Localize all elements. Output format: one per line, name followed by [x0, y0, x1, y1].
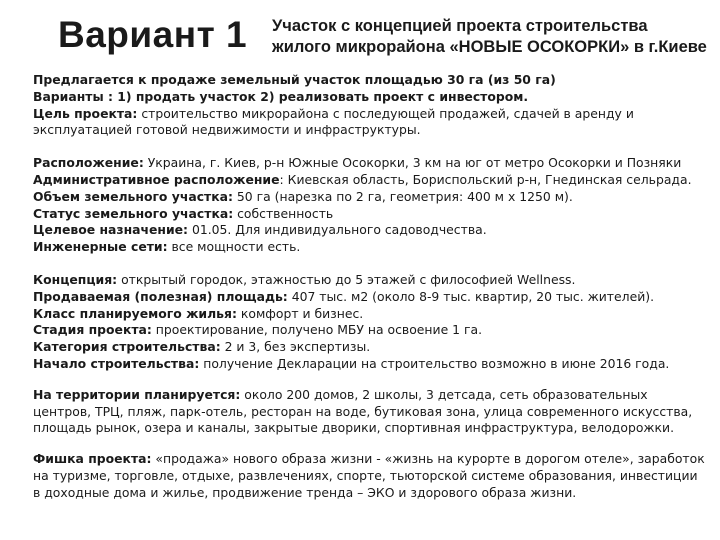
position-label: Расположение:	[33, 155, 144, 171]
status-label: Статус земельного участка:	[33, 205, 234, 221]
intro-section	[33, 72, 705, 139]
concept-label: Концепция:	[33, 271, 118, 287]
stage-value: проектирование, получено МБУ на освоение 1 га.	[151, 322, 483, 338]
purpose-line	[33, 222, 705, 239]
admin-label: Административное расположение	[33, 171, 280, 187]
goal-paragraph	[33, 106, 705, 140]
feature-value: «продажа» нового образа жизни - «жизнь на курорте в дорогом отеле», заработок на туризме, торговле, отдыхе, развлечениях, спорте, тьюторской системе образования, инвестиции в доходные дома и жилье, продвижение тренда – ЭКО и здорового образа жизни.	[33, 451, 705, 500]
category-label: Категория строительства:	[33, 339, 221, 355]
spacer	[33, 373, 705, 387]
category-line	[33, 339, 705, 356]
concept-section	[33, 272, 705, 373]
utilities-label: Инженерные сети:	[33, 239, 168, 255]
start-line	[33, 356, 705, 373]
status-line	[33, 206, 705, 223]
utilities-line	[33, 239, 705, 256]
goal-value: строительство микрорайона с последующей продажей, сдачей в аренду и эксплуатацией готовой недвижимости и инфраструктуры.	[33, 105, 634, 138]
position-line	[33, 155, 705, 172]
concept-value: открытый городок, этажностью до 5 этажей с философией Wellness.	[117, 271, 576, 287]
feature-section	[33, 451, 705, 501]
goal-label: Цель проекта:	[33, 105, 138, 121]
sale-area-value: 407 тыс. м2 (около 8-9 тыс. квартир, 20 тыс. жителей).	[287, 288, 655, 304]
offer-text: Предлагается к продаже земельный участок площадью 30 га (из 50 га)	[33, 72, 556, 87]
page-title	[272, 16, 712, 58]
territory-section	[33, 387, 705, 437]
stage-line	[33, 322, 705, 339]
area-value: 50 га (нарезка по 2 га, геометрия: 400 м х 1250 м).	[232, 188, 573, 204]
spacer	[33, 437, 705, 451]
territory-label: На территории планируется:	[33, 386, 241, 402]
territory-value: около 200 домов, 2 школы, 3 детсада, сеть образовательных центров, ТРЦ, пляж, парк-отель, ресторан на воде, бутиковая зона, улица современного искусства, площадь рынок, озера и каналы, закрытые дворики, спортивная инфраструктура, велодорожки.	[33, 386, 693, 436]
variant-heading: Вариант 1	[58, 14, 248, 55]
feature-paragraph	[33, 451, 705, 501]
position-value: Украина, г. Киев, р-н Южные Осокорки, 3 км на юг от метро Осокорки и Позняки	[143, 155, 682, 171]
title-line-1: Участок с концепцией проекта строительства	[272, 17, 648, 35]
utilities-value: все мощности есть.	[167, 239, 301, 255]
class-label: Класс планируемого жилья:	[33, 305, 237, 321]
area-label: Объем земельного участка:	[33, 188, 233, 204]
purpose-label: Целевое назначение:	[33, 222, 189, 238]
start-label: Начало строительства:	[33, 355, 200, 371]
concept-line	[33, 272, 705, 289]
category-value: 2 и 3, без экспертизы.	[220, 339, 371, 355]
class-value: комфорт и бизнес.	[236, 305, 364, 321]
class-line	[33, 306, 705, 323]
spacer	[33, 256, 705, 272]
sale-area-label: Продаваемая (полезная) площадь:	[33, 288, 288, 304]
document-body	[33, 72, 705, 502]
admin-value: : Киевская область, Бориспольский р-н, Гнединская сельрада.	[279, 171, 692, 187]
spacer	[33, 139, 705, 155]
admin-line	[33, 172, 705, 189]
area-line	[33, 189, 705, 206]
feature-label: Фишка проекта:	[33, 451, 152, 467]
stage-label: Стадия проекта:	[33, 322, 152, 338]
status-value: собственность	[233, 205, 334, 221]
purpose-value: 01.05. Для индивидуального садоводчества.	[188, 222, 487, 238]
options-text: Варианты : 1) продать участок 2) реализовать проект с инвестором.	[33, 88, 529, 104]
location-section	[33, 155, 705, 256]
start-value: получение Декларации на строительство возможно в июне 2016 года.	[199, 355, 670, 371]
territory-paragraph	[33, 387, 705, 437]
sale-area-line	[33, 289, 705, 306]
title-line-2: жилого микрорайона «НОВЫЕ ОСОКОРКИ» в г.Киеве	[272, 38, 707, 56]
